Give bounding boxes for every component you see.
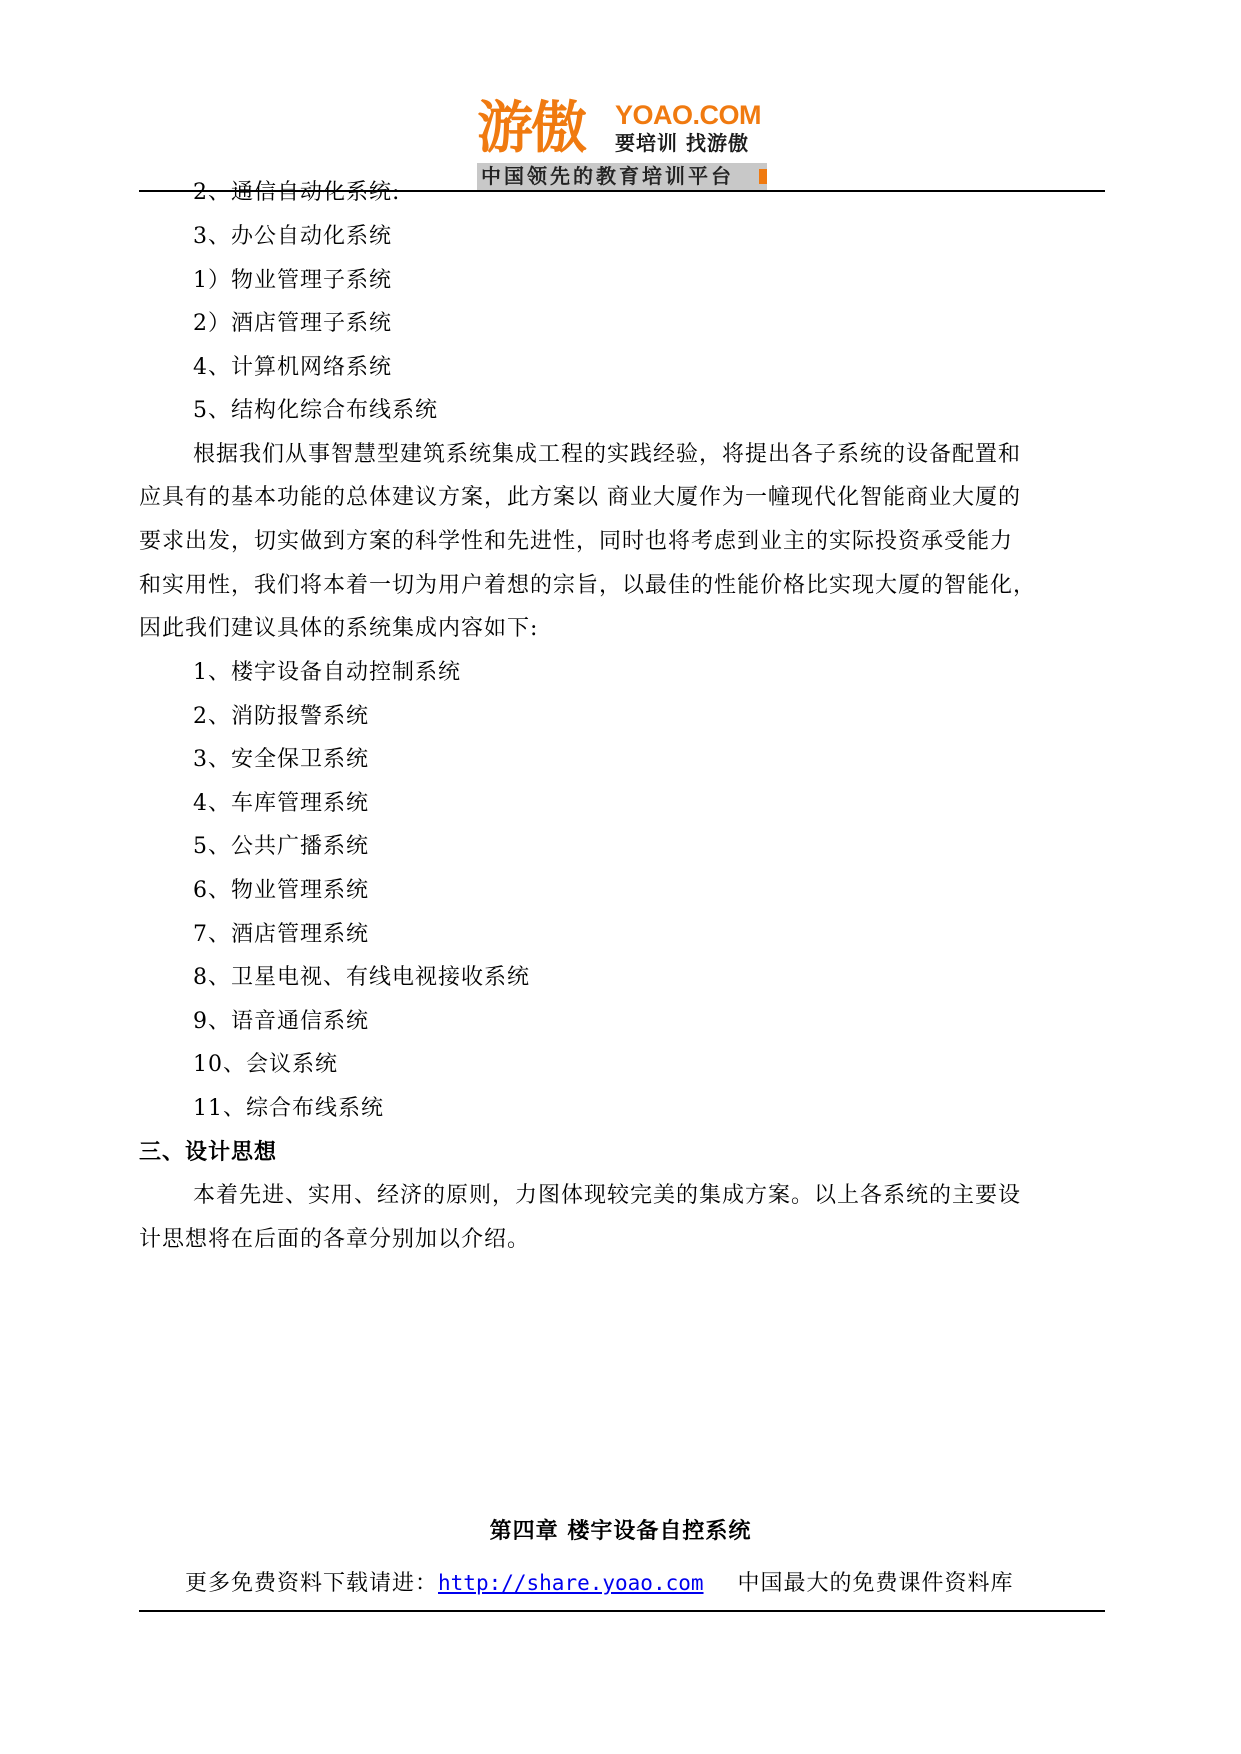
paragraph-line: 和实用性，我们将本着一切为用户着想的宗旨，以最佳的性能价格比实现大厦的智能化， [139, 573, 1037, 598]
list-item: 7、酒店管理系统 [193, 922, 369, 947]
logo-slogan: 要培训 找游傲 [615, 131, 749, 155]
list-item: 1）物业管理子系统 [193, 268, 392, 293]
footer-divider [139, 1610, 1105, 1612]
paragraph-line: 要求出发，切实做到方案的科学性和先进性，同时也将考虑到业主的实际投资承受能力 [139, 529, 1014, 554]
list-item: 3、安全保卫系统 [193, 747, 369, 772]
list-item: 1、楼宇设备自动控制系统 [193, 660, 461, 685]
logo-accent-mark [759, 169, 767, 184]
paragraph-line: 本着先进、实用、经济的原则，力图体现较完美的集成方案。以上各系统的主要设 [193, 1183, 1022, 1208]
list-item: 6、物业管理系统 [193, 878, 369, 903]
list-item: 10、会议系统 [193, 1052, 338, 1077]
logo-banner-text: 中国领先的教育培训平台 [481, 164, 734, 188]
chapter-title: 第四章 楼宇设备自控系统 [489, 1519, 752, 1544]
paragraph-line: 计思想将在后面的各章分别加以介绍。 [139, 1227, 531, 1252]
list-item: 11、综合布线系统 [193, 1096, 384, 1121]
site-logo[interactable] [477, 97, 767, 189]
logo-banner [477, 163, 767, 190]
footer-link[interactable]: http://share.yoao.com [438, 1571, 704, 1595]
list-item: 3、办公自动化系统 [193, 224, 392, 249]
section-heading: 三、设计思想 [139, 1140, 278, 1165]
list-item: 2）酒店管理子系统 [193, 311, 392, 336]
logo-english-text: YOAO.COM [615, 100, 762, 130]
paragraph-line: 应具有的基本功能的总体建议方案，此方案以 商业大厦作为一幢现代化智能商业大厦的 [139, 485, 1021, 510]
list-item: 5、公共广播系统 [193, 834, 369, 859]
footer-tagline: 中国最大的免费课件资料库 [737, 1571, 1014, 1596]
list-item: 8、卫星电视、有线电视接收系统 [193, 965, 530, 990]
list-item: 2、通信自动化系统: [193, 180, 401, 205]
list-item: 9、语音通信系统 [193, 1009, 369, 1034]
paragraph-line: 根据我们从事智慧型建筑系统集成工程的实践经验，将提出各子系统的设备配置和 [193, 442, 1022, 467]
list-item: 2、消防报警系统 [193, 704, 369, 729]
footer-prefix: 更多免费资料下载请进： [185, 1571, 439, 1596]
list-item: 4、车库管理系统 [193, 791, 369, 816]
footer [185, 1568, 1014, 1599]
list-item: 4、计算机网络系统 [193, 355, 392, 380]
logo-chinese-text: 游傲 [477, 96, 585, 161]
paragraph-line: 因此我们建议具体的系统集成内容如下: [139, 616, 539, 641]
list-item: 5、结构化综合布线系统 [193, 398, 438, 423]
